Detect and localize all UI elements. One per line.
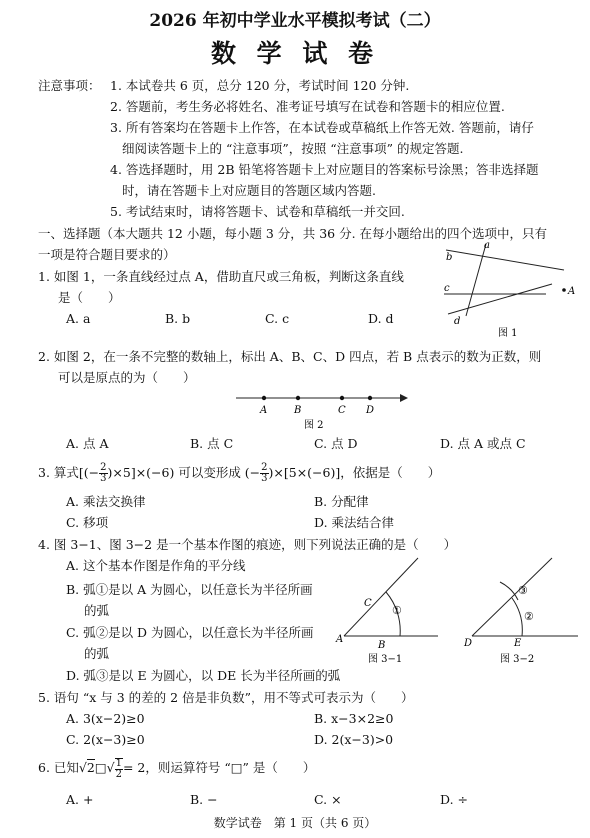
q3-text-2: )×5]×(−6) 可以变形成 (−: [107, 465, 261, 480]
q6-stem: [38, 754, 315, 782]
q6-option-c: C. ×: [314, 792, 342, 807]
q1-option-b: B. b: [165, 311, 191, 326]
sqrt-icon: √: [106, 760, 115, 775]
note-5: 5. 考试结束时，请将答题卡、试卷和草稿纸一并交回.: [110, 204, 405, 219]
q2-option-c: C. 点 D: [314, 436, 358, 451]
q2-stem: 2. 如图 2，在一条不完整的数轴上，标出 A、B、C、D 四点，若 B 点表示的数为正数，则: [38, 349, 542, 364]
label-point-a: A: [568, 286, 576, 297]
label-a: A: [260, 405, 268, 416]
label-d: d: [454, 316, 461, 327]
q6-text-2: = 2，则运算符号 “□” 是（ ）: [122, 760, 316, 775]
figure-2-number-line: [230, 388, 410, 432]
q1-stem-cont: 是（ ）: [58, 290, 121, 305]
q6-operator-box: □: [94, 760, 107, 775]
q6-option-d: D. ÷: [440, 792, 468, 807]
note-2: 2. 答题前，考生务必将姓名、准考证号填写在试卷和答题卡的相应位置.: [110, 99, 505, 114]
label-b: b: [446, 252, 453, 263]
point-d: [368, 396, 372, 400]
q4-option-c: C. 弧②是以 D 为圆心，以任意长为半径所画: [66, 625, 314, 640]
q3-fraction-1: $\frac{2}{3}$: [100, 462, 107, 484]
figure-3-2-caption: 图 3−2: [500, 654, 535, 665]
notes-label: 注意事项：: [38, 78, 101, 93]
q1-option-d: D. d: [368, 311, 394, 326]
axis-arrow-icon: [400, 394, 408, 402]
arc-3-label: ③: [518, 584, 528, 597]
q6-option-a: A. +: [66, 792, 94, 807]
q6-option-b: B. −: [190, 792, 218, 807]
q6-radicand-1: 2: [86, 760, 95, 775]
label-c: C: [364, 598, 372, 609]
figure-3-2: [460, 552, 584, 670]
label-c: c: [444, 283, 450, 294]
q1-stem: 1. 如图 1，一条直线经过点 A，借助直尺或三角板，判断这条直线: [38, 269, 404, 284]
arc-2-label: ②: [524, 610, 534, 623]
arc-1-label: ①: [392, 604, 402, 617]
note-3: 3. 所有答案均在答题卡上作答，在本试卷或草稿纸上作答无效. 答题前，请仔: [110, 120, 534, 135]
q2-option-a: A. 点 A: [66, 436, 109, 451]
subject-title: 数 学 试 卷: [210, 39, 380, 68]
point-a: [562, 288, 566, 292]
q3-option-d: D. 乘法结合律: [314, 515, 395, 530]
q4-stem: 4. 图 3−1、图 3−2 是一个基本作图的痕迹，则下列说法正确的是（ ）: [38, 537, 457, 552]
page-footer: 数学试卷 第 1 页（共 6 页）: [213, 816, 377, 830]
point-b: [296, 396, 300, 400]
q2-stem-cont: 可以是原点的为（ ）: [58, 370, 196, 385]
q5-option-a: A. 3(x−2)≥0: [66, 711, 145, 726]
q4-option-b-cont: 的弧: [84, 603, 110, 618]
q6-text-1: 6. 已知: [38, 760, 79, 775]
ray-ac: [344, 558, 418, 636]
note-4: 4. 答选择题时，用 2B 铅笔将答题卡上对应题目的答案标号涂黑；答非选择题: [110, 162, 539, 177]
point-c: [340, 396, 344, 400]
q5-option-d: D. 2(x−3)>0: [314, 732, 394, 747]
label-e: E: [514, 638, 522, 649]
note-1: 1. 本试卷共 6 页，总分 120 分，考试时间 120 分钟.: [110, 78, 410, 93]
label-a: A: [336, 634, 344, 645]
figure-1: [436, 238, 582, 338]
label-c: C: [338, 405, 346, 416]
note-3-cont: 细阅读答题卡上的 “注意事项”，按照 “注意事项” 的规定答题.: [122, 141, 464, 156]
q1-option-c: C. c: [265, 311, 290, 326]
label-a: a: [484, 240, 490, 251]
figure-3-1: [334, 552, 446, 670]
exam-title: 2026 年初中学业水平模拟考试（二）: [149, 11, 441, 31]
arc-2: [512, 598, 522, 636]
figure-3-1-caption: 图 3−1: [368, 654, 403, 665]
q2-option-b: B. 点 C: [190, 436, 234, 451]
q3-fraction-2: $\frac{2}{3}$: [261, 462, 268, 484]
q3-option-a: A. 乘法交换律: [66, 494, 146, 509]
line-d: [448, 284, 552, 314]
q3-text-3: )×[5×(−6)]，依据是（ ）: [268, 465, 441, 480]
arc-3: [500, 582, 518, 600]
point-a: [262, 396, 266, 400]
q4-option-d: D. 弧③是以 E 为圆心，以 DE 长为半径所画的弧: [66, 668, 341, 683]
sqrt-icon: √: [78, 760, 87, 775]
q3-option-b: B. 分配律: [314, 494, 369, 509]
label-d: D: [464, 638, 473, 649]
q5-option-b: B. x−3×2≥0: [314, 711, 394, 726]
q6-fraction: $\frac{1}{2}$: [115, 757, 122, 780]
q5-option-c: C. 2(x−3)≥0: [66, 732, 145, 747]
ray-2: [472, 558, 552, 636]
q4-option-a: A. 这个基本作图是作角的平分线: [66, 558, 246, 573]
figure-2-caption: 图 2: [304, 420, 324, 431]
label-b: B: [378, 640, 386, 651]
label-d: D: [366, 405, 375, 416]
figure-1-caption: 图 1: [498, 328, 518, 338]
note-4-cont: 时，请在答题卡上对应题目的答题区域内答题.: [122, 183, 376, 198]
q3-stem: [38, 460, 440, 486]
q4-option-c-cont: 的弧: [84, 646, 110, 661]
q2-option-d: D. 点 A 或点 C: [440, 436, 526, 451]
label-b: B: [294, 405, 302, 416]
q3-option-c: C. 移项: [66, 515, 109, 530]
q4-option-b: B. 弧①是以 A 为圆心，以任意长为半径所画: [66, 582, 313, 597]
line-b: [446, 250, 564, 270]
q5-stem: 5. 语句 “x 与 3 的差的 2 倍是非负数”，用不等式可表示为（ ）: [38, 690, 414, 705]
q3-text-1: 3. 算式[(−: [38, 465, 100, 480]
q1-option-a: A. a: [66, 311, 91, 326]
section-heading-cont: 一项是符合题目要求的）: [38, 247, 176, 262]
section-heading: 一、选择题（本大题共 12 小题，每小题 3 分，共 36 分. 在每小题给出的四个选项中，只有: [38, 226, 548, 241]
